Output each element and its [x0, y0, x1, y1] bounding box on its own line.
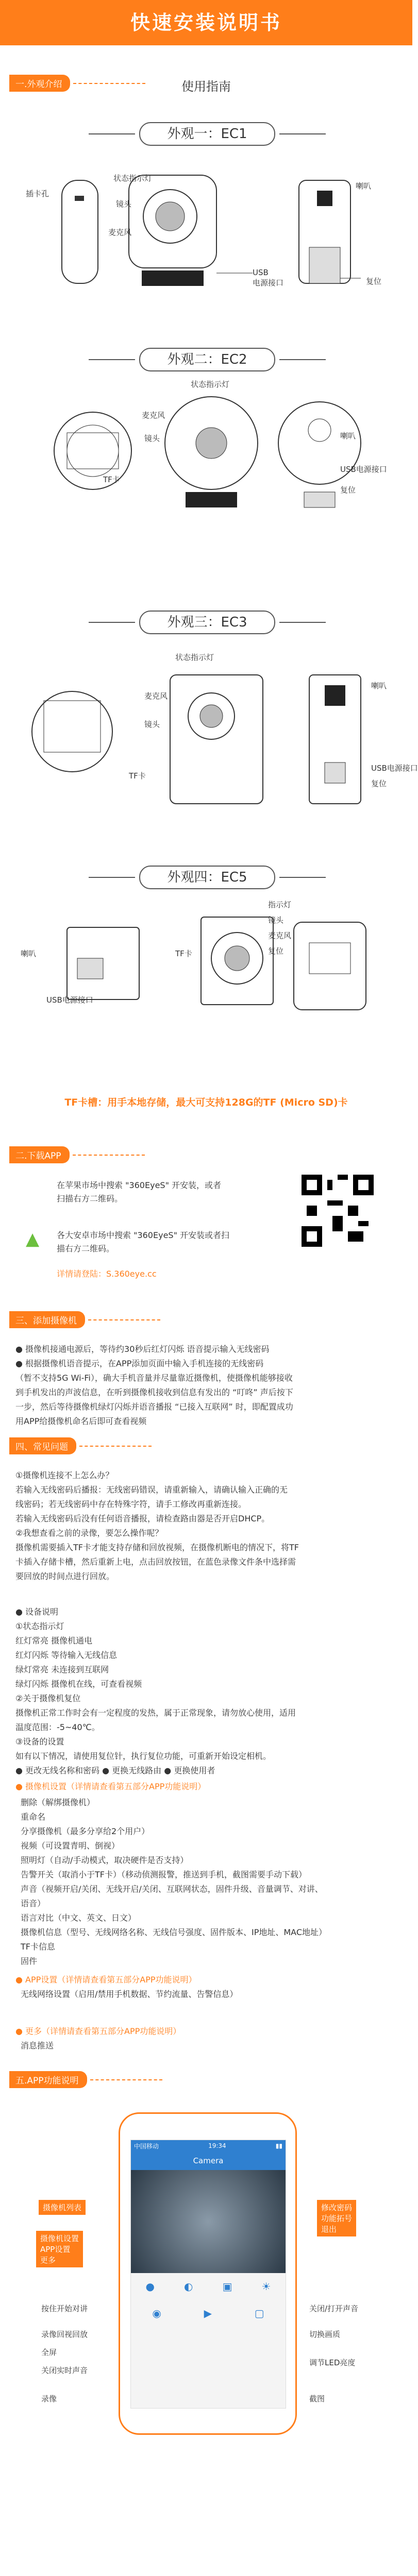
setlines-line: 摄像机信息（型号、无线网络名称、无线信号强度、固件版本、IP地址、MAC地址） [21, 1927, 327, 1937]
sec4lines-line: 若输入无线密码后没有任何语音播报，请检查路由器是否开启DHCP。 [15, 1514, 270, 1523]
callout-record: 录像 [41, 2394, 57, 2403]
setlines-line: 语音） [21, 1899, 46, 1908]
setlines-line: 声音（视频开启/关闭、无线开启/关闭、互联网状态，固件升级、音量调节、对讲、 [21, 1884, 323, 1894]
hd-icon[interactable]: ▣ [222, 2280, 232, 2293]
ec2-label-tf: TF卡 [103, 475, 120, 484]
sec3lines-line: 到手机发出的声波信息，在听到摄像机接收到信息有发出的 “叮咚” 声后按下 [15, 1387, 293, 1397]
ec2-label-lens: 镜头 [144, 434, 160, 443]
tf-slot-note: TF卡槽：用手本地存储，最大可支持128G的TF (Micro SD)卡 [64, 1097, 348, 1108]
camera-settings-list [21, 1795, 402, 1969]
sec4lines-line: 要回放的时间点进行回放。 [15, 1571, 115, 1581]
speclines-line: 摄像机正常工作时会有一定程度的发热，属于正常现象，请勿放心使用，适用 [15, 1708, 296, 1718]
callout-playback: 录像回视回放 [41, 2330, 88, 2339]
setlines-line: 删除（解绑摄像机） [21, 1798, 95, 1807]
ec3-label-tf: TF卡 [129, 771, 146, 781]
speclines-line: ①状态指示灯 [15, 1621, 64, 1631]
control-row [131, 2273, 286, 2300]
device-specs [15, 1605, 397, 1778]
sec4lines-line: 摄像机需要插入TF卡才能支持存储和回放视频，在摄像机断电的情况下，将TF [15, 1543, 299, 1552]
speclines-line: 温度范围：-5~40℃。 [15, 1722, 100, 1732]
ec5-label-lens: 镜头 [268, 916, 284, 925]
more-title: ● 更多（详情请查看第五部分APP功能说明） [15, 2026, 181, 2036]
android-instructions: 各大安卓市场中搜索 "360EyeS" 开安装或者扫描右方二维码。 [57, 1230, 230, 1253]
ec5-label-speaker: 喇叭 [21, 949, 37, 958]
mic-icon[interactable]: ● [145, 2280, 155, 2293]
section-label-app-functions: 五.APP功能说明 [9, 2071, 162, 2088]
speclines-line: ②关于摄像机复位 [15, 1693, 81, 1703]
ec1-label-usb: USB 电源接口 [253, 268, 284, 287]
add-camera-steps [15, 1342, 397, 1429]
section-label-download: 二.下载APP [9, 1146, 145, 1163]
live-video[interactable] [131, 2170, 286, 2273]
phone-app-title: Camera [131, 2151, 286, 2170]
phone-mockup [119, 2112, 297, 2435]
ec5-illustration [31, 902, 381, 1030]
speclines-line: 绿灯常亮 未连接到互联网 [15, 1665, 109, 1674]
sec3lines-line: ● 摄像机接通电源后，等待约30秒后红灯闪烁 语音提示输入无线密码 [15, 1344, 270, 1354]
ec1-label-mic: 麦克风 [108, 228, 132, 237]
model-title-ec5: 外观四：EC5 [139, 866, 275, 889]
speclines-line: 红灯常亮 摄像机通电 [15, 1636, 93, 1646]
record-icon[interactable]: ◉ [152, 2307, 161, 2319]
callout-settings: 摄像机设置 APP设置 更多 [36, 2231, 83, 2267]
setlines-line: 视频（可设置青明、倒视） [21, 1841, 120, 1851]
sec3lines-line: （暂不支持5G Wi-Fi），确大手机音量并尽量靠近摄像机，使摄像机能够接收 [15, 1373, 293, 1383]
section-label-appearance: 一.外观介绍 [9, 75, 145, 92]
sec4lines-line: ②我想查看之前的录像，要怎么操作呢？ [15, 1528, 163, 1538]
sec3lines-line: ● 根据摄像机语音提示，在APP添加页面中输入手机连接的无线密码 [15, 1359, 264, 1368]
callout-led: 调节LED亮度 [309, 2358, 356, 2367]
ec2-label-status: 状态指示灯 [191, 380, 230, 389]
sec4lines-line: 卡插入存储卡槽，然后重新上电，点击回放按钮，在蓝色录像文件条中选择需 [15, 1557, 296, 1567]
ec5-label-mic: 麦克风 [268, 931, 292, 940]
status-bar: 中国移动 19:34 ▮▮ [131, 2140, 286, 2151]
guide-subtitle: 使用指南 [181, 79, 231, 94]
sec4lines-line: 若输入无线密码后播报：无线密码错误，请重新输入，请确认输入正确的无 [15, 1485, 288, 1495]
section-label-faq: 四、常见问题 [9, 1437, 152, 1454]
speclines-line: ● 更改无线名称和密码 ● 更换无线路由 ● 更换使用者 [15, 1766, 215, 1775]
setlines-line: 告警开关（取消小于TF卡）（移动侦测报警，推送到手机，截图需要手动下载） [21, 1870, 307, 1879]
ec3-label-reset: 复位 [371, 779, 387, 788]
model-title-ec3: 外观三：EC3 [139, 611, 275, 634]
ec3-label-mic: 麦克风 [144, 691, 168, 701]
setlines-line: 固件 [21, 1956, 38, 1966]
ios-instructions: 在苹果市场中搜索 "360EyeS" 开安装，或者扫描右方二维码。 [57, 1180, 222, 1204]
ec1-label-lens: 镜头 [116, 199, 132, 209]
callout-sound: 关闭/打开声音 [309, 2304, 359, 2313]
sec4lines-line: 线密码；若无线密码中存在特殊字符，请手工修改再重新连接。 [15, 1499, 247, 1509]
ec3-label-lens: 镜头 [144, 720, 160, 729]
ec1-label-reset: 复位 [366, 277, 382, 286]
speclines-line: 如有以下情况，请使用复位针，执行复位功能，可重新开始设定相机。 [15, 1751, 272, 1761]
light-icon[interactable]: ☀ [261, 2280, 271, 2293]
sec4lines-line: ①摄像机连接不上怎么办？ [15, 1470, 114, 1480]
speclines-line: ● 设备说明 [15, 1607, 59, 1617]
speaker-icon[interactable]: ◐ [184, 2280, 193, 2293]
page-title: 快速安装说明书 [0, 0, 412, 45]
control-row-2 [131, 2300, 286, 2327]
phone-screen [130, 2140, 286, 2409]
ec2-label-mic: 麦克风 [142, 411, 165, 420]
ec2-illustration [31, 381, 381, 520]
ec3-label-usb: USB电源接口 [371, 764, 418, 773]
setlines-line: 分享摄像机（最多分享给2个用户） [21, 1826, 150, 1836]
setlines-line: TF卡信息 [21, 1942, 55, 1952]
speclines-line: 红灯闪烁 等待输入无线信息 [15, 1650, 118, 1660]
app-settings-text: 无线网络设置（启用/禁用手机数据、节约流量、告警信息） [21, 1989, 238, 1999]
ec2-label-speaker: 喇叭 [340, 431, 356, 440]
setlines-line: 照明灯（自动/手动模式，取决硬件是否支持） [21, 1855, 189, 1865]
speclines-line: ③设备的设置 [15, 1737, 64, 1747]
camera-settings-title: ● 摄像机设置（详情请查看第五部分APP功能说明） [15, 1782, 206, 1791]
qr-code [302, 1175, 374, 1247]
callout-camera-list: 摄像机列表 [39, 2200, 86, 2215]
model-title-ec2: 外观二：EC2 [139, 348, 275, 371]
sec3lines-line: 一步，然后等待摄像机绿灯闪烁并语音播报 “已接入互联网” 时，即配置成功 [15, 1402, 293, 1412]
ec1-illustration [31, 149, 381, 304]
more-text: 消息推送 [21, 2041, 54, 2050]
speclines-line: 绿灯闪烁 摄像机在线，可查看视频 [15, 1679, 142, 1689]
ec1-label-speaker: 喇叭 [356, 181, 372, 191]
callout-mute: 关闭实时声音 [41, 2366, 88, 2375]
callout-screenshot: 截图 [309, 2394, 325, 2403]
ec2-label-usb: USB电源接口 [340, 465, 387, 474]
ec5-label-usb: USB电源接口 [46, 995, 93, 1005]
ec1-label-card: 插卡孔 [26, 189, 49, 198]
section-label-add-camera: 三、添加摄像机 [9, 1311, 160, 1328]
ec5-label-status: 指示灯 [268, 900, 292, 909]
app-settings-title: ● APP设置（详情请查看第五部分APP功能说明） [15, 1975, 197, 1985]
callout-quality: 切换画质 [309, 2330, 341, 2339]
model-title-ec1: 外观一：EC1 [139, 122, 275, 146]
setlines-line: 语言对比（中文、英文、日文） [21, 1913, 137, 1923]
callout-password: 修改密码 功能拓号 退出 [317, 2200, 356, 2236]
ec5-label-tf: TF卡 [175, 949, 192, 958]
website-line: 详情请登陆：S.360eye.cc [57, 1269, 157, 1279]
sec3lines-line: 用APP给摄像机命名后即可查看视频 [15, 1416, 147, 1426]
playback-icon[interactable]: ▶ [204, 2307, 212, 2319]
callout-intercom: 按住开始对讲 [41, 2304, 88, 2313]
ec3-label-status: 状态指示灯 [175, 653, 214, 662]
ec3-label-speaker: 喇叭 [371, 681, 387, 690]
ec1-label-status: 状态指示灯 [113, 174, 153, 183]
website-link[interactable]: S.360eye.cc [106, 1269, 157, 1279]
setlines-line: 重命名 [21, 1812, 46, 1822]
callout-fullscreen: 全屏 [41, 2348, 57, 2357]
android-icon: ▲ [26, 1229, 40, 1249]
ec2-label-reset: 复位 [340, 485, 356, 495]
screenshot-icon[interactable]: ▢ [254, 2307, 264, 2319]
ec3-illustration [21, 654, 392, 809]
ec5-label-reset: 复位 [268, 946, 284, 956]
faq-content [15, 1468, 397, 1584]
